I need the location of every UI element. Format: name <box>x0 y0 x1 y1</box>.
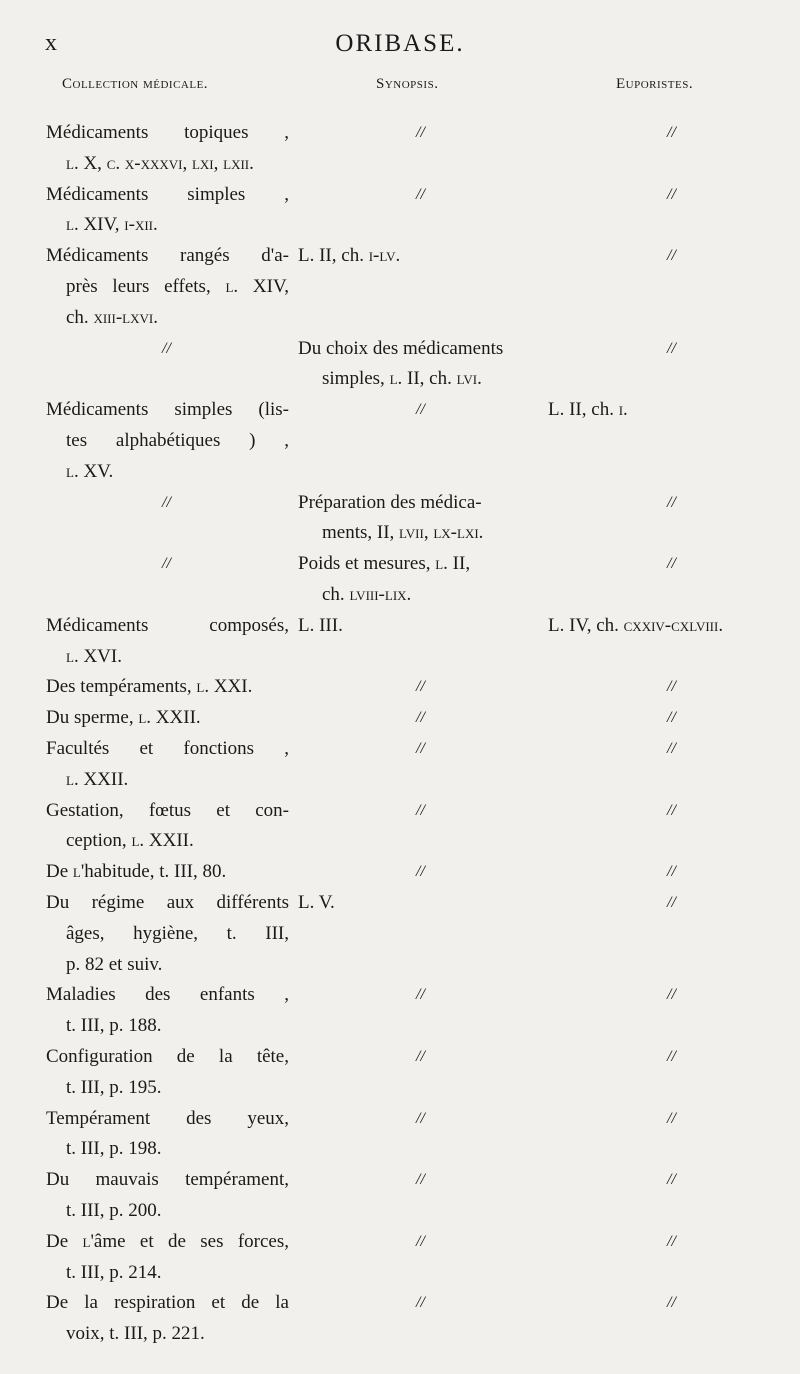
cell-line: Configuration de la tête, <box>46 1046 289 1067</box>
ditto-mark: // <box>416 740 425 757</box>
page-header <box>45 30 755 60</box>
ditto-mark: // <box>667 1294 676 1312</box>
cell-line: ments, II, lvii, lx-lxi. <box>322 522 484 544</box>
cell-line: Médicaments simples , <box>46 183 289 205</box>
ditto-mark: // <box>667 1109 676 1127</box>
cell-line: L. IV, ch. cxxiv-cxlviii. <box>548 614 724 636</box>
ditto-mark: // <box>667 863 676 881</box>
ditto-mark: // <box>162 339 171 357</box>
ditto-mark: // <box>667 740 676 757</box>
cell-line: t. III, p. 188. <box>66 1015 162 1037</box>
cell-line: Médicaments simples (lis- <box>46 399 289 421</box>
cell-line: p. 82 et suiv. <box>66 953 163 975</box>
cell-line: t. III, p. 214. <box>66 1261 162 1283</box>
cell-line: Tempérament des yeux, <box>46 1107 289 1129</box>
ditto-mark: // <box>416 124 425 141</box>
cell-collection <box>46 1104 289 1166</box>
ditto-mark: // <box>667 339 676 357</box>
cell-line: l. XXII. <box>66 768 129 790</box>
cell-line: De l'âme et de ses forces, <box>46 1230 289 1252</box>
ditto-mark: // <box>416 401 425 419</box>
ditto-mark: // <box>667 709 676 727</box>
cell-synopsis <box>298 611 543 642</box>
ditto-mark: // <box>416 678 425 696</box>
cell-line: ch. xiii-lxvi. <box>66 306 158 328</box>
cell-line: L. II, ch. i-lv. <box>298 245 401 267</box>
cell-line: L. V. <box>298 892 335 913</box>
cell-line: l. X, c. x-xxxvi, lxi, lxii. <box>66 152 254 174</box>
table-row <box>0 549 800 611</box>
cell-collection <box>46 1042 289 1104</box>
cell-line: voix, t. III, p. 221. <box>66 1323 205 1345</box>
ditto-mark: // <box>667 247 676 265</box>
cell-collection <box>46 796 289 858</box>
cell-line: tes alphabétiques ) , <box>66 429 289 451</box>
table-row <box>0 888 800 980</box>
cell-collection <box>46 118 289 180</box>
ditto-mark: // <box>667 801 676 819</box>
cell-line: ception, l. XXII. <box>66 830 194 852</box>
cell-line: Poids et mesures, l. II, <box>298 553 471 575</box>
cell-line: De la respiration et de la <box>46 1292 289 1314</box>
ditto-mark: // <box>667 185 676 203</box>
ditto-mark: // <box>416 1294 425 1312</box>
ditto-mark: // <box>416 863 425 881</box>
cell-line: Maladies des enfants , <box>46 984 289 1006</box>
cell-line: Du choix des médicaments <box>298 337 504 359</box>
cell-line: Médicaments rangés d'a- <box>46 245 289 267</box>
table-row <box>0 980 800 1042</box>
cell-line: Préparation des médica- <box>298 491 482 513</box>
table-row <box>0 488 800 550</box>
cell-euporistes <box>548 611 778 642</box>
cell-line: simples, l. II, ch. lvi. <box>322 368 482 390</box>
ditto-mark: // <box>416 1109 425 1127</box>
cell-line: ch. lviii-lix. <box>322 583 412 605</box>
table-row <box>0 1165 800 1227</box>
ditto-mark: // <box>667 1232 676 1250</box>
table-row <box>0 395 800 487</box>
cell-line: t. III, p. 200. <box>66 1199 162 1221</box>
ditto-mark: // <box>416 1048 425 1065</box>
cell-line: L. II, ch. i. <box>548 399 628 421</box>
ditto-mark: // <box>416 185 425 203</box>
table-row <box>0 672 800 703</box>
running-title: ORIBASE. <box>335 30 465 57</box>
cell-line: âges, hygiène, t. III, <box>66 922 289 944</box>
ditto-mark: // <box>667 678 676 696</box>
table-row <box>0 334 800 396</box>
ditto-mark: // <box>162 493 171 511</box>
table-row <box>0 241 800 333</box>
ditto-mark: // <box>416 1232 425 1250</box>
table-row <box>0 857 800 888</box>
cell-euporistes <box>548 395 778 426</box>
cell-line: Du sperme, l. XXII. <box>46 707 201 729</box>
cell-line: l. XVI. <box>66 645 122 667</box>
cell-line: Médicaments composés, <box>46 614 289 636</box>
cell-line: Des tempéraments, l. XXI. <box>46 676 253 698</box>
table-row <box>0 1104 800 1166</box>
table-row <box>0 796 800 858</box>
ditto-mark: // <box>667 555 676 573</box>
column-heading-synopsis: Synopsis. <box>376 76 439 92</box>
ditto-mark: // <box>667 493 676 511</box>
cell-collection <box>46 241 289 333</box>
cell-line: Médicaments topiques , <box>46 122 289 143</box>
cell-collection <box>46 734 289 796</box>
cell-collection <box>46 395 289 487</box>
ditto-mark: // <box>667 1048 676 1065</box>
cell-line: Gestation, fœtus et con- <box>46 799 289 821</box>
cell-line: l. XIV, i-xii. <box>66 214 158 236</box>
cell-collection <box>46 1165 289 1227</box>
table-row <box>0 703 800 734</box>
ditto-mark: // <box>416 986 425 1004</box>
cell-line: t. III, p. 198. <box>66 1138 162 1160</box>
table-row <box>0 180 800 242</box>
cell-line: Du mauvais tempérament, <box>46 1169 289 1191</box>
cell-collection <box>46 1227 289 1289</box>
ditto-mark: // <box>162 555 171 573</box>
ditto-mark: // <box>416 1171 425 1189</box>
table-row <box>0 1288 800 1350</box>
ditto-mark: // <box>667 894 676 911</box>
cell-line: Facultés et fonctions , <box>46 738 289 759</box>
ditto-mark: // <box>667 986 676 1004</box>
ditto-mark: // <box>416 801 425 819</box>
cell-collection <box>46 980 289 1042</box>
table-row <box>0 118 800 180</box>
cell-collection <box>46 611 289 673</box>
column-heading-collection: Collection médicale. <box>62 76 209 92</box>
cell-collection <box>46 888 289 980</box>
cell-synopsis <box>298 549 543 611</box>
table-row <box>0 1042 800 1104</box>
cell-collection <box>46 180 289 242</box>
table-row <box>0 1227 800 1289</box>
cell-synopsis <box>298 488 543 550</box>
cell-collection <box>46 672 289 703</box>
cell-line: près leurs effets, l. XIV, <box>66 275 289 297</box>
cell-synopsis <box>298 334 543 396</box>
cell-line: Du régime aux différents <box>46 892 289 913</box>
cell-collection <box>46 857 289 888</box>
cell-synopsis <box>298 241 543 272</box>
ditto-mark: // <box>667 1171 676 1189</box>
ditto-mark: // <box>667 124 676 141</box>
column-heading-euporistes: Euporistes. <box>616 76 694 92</box>
cell-synopsis <box>298 888 543 919</box>
cell-line: t. III, p. 195. <box>66 1076 162 1098</box>
cell-collection <box>46 703 289 734</box>
table-row <box>0 611 800 673</box>
cell-line: L. III. <box>298 614 343 636</box>
column-headings <box>0 76 800 100</box>
cell-collection <box>46 1288 289 1350</box>
cell-line: l. XV. <box>66 460 114 482</box>
cell-line: De l'habitude, t. III, 80. <box>46 861 227 883</box>
ditto-mark: // <box>416 709 425 727</box>
page-number: x <box>45 30 57 56</box>
table-row <box>0 734 800 796</box>
